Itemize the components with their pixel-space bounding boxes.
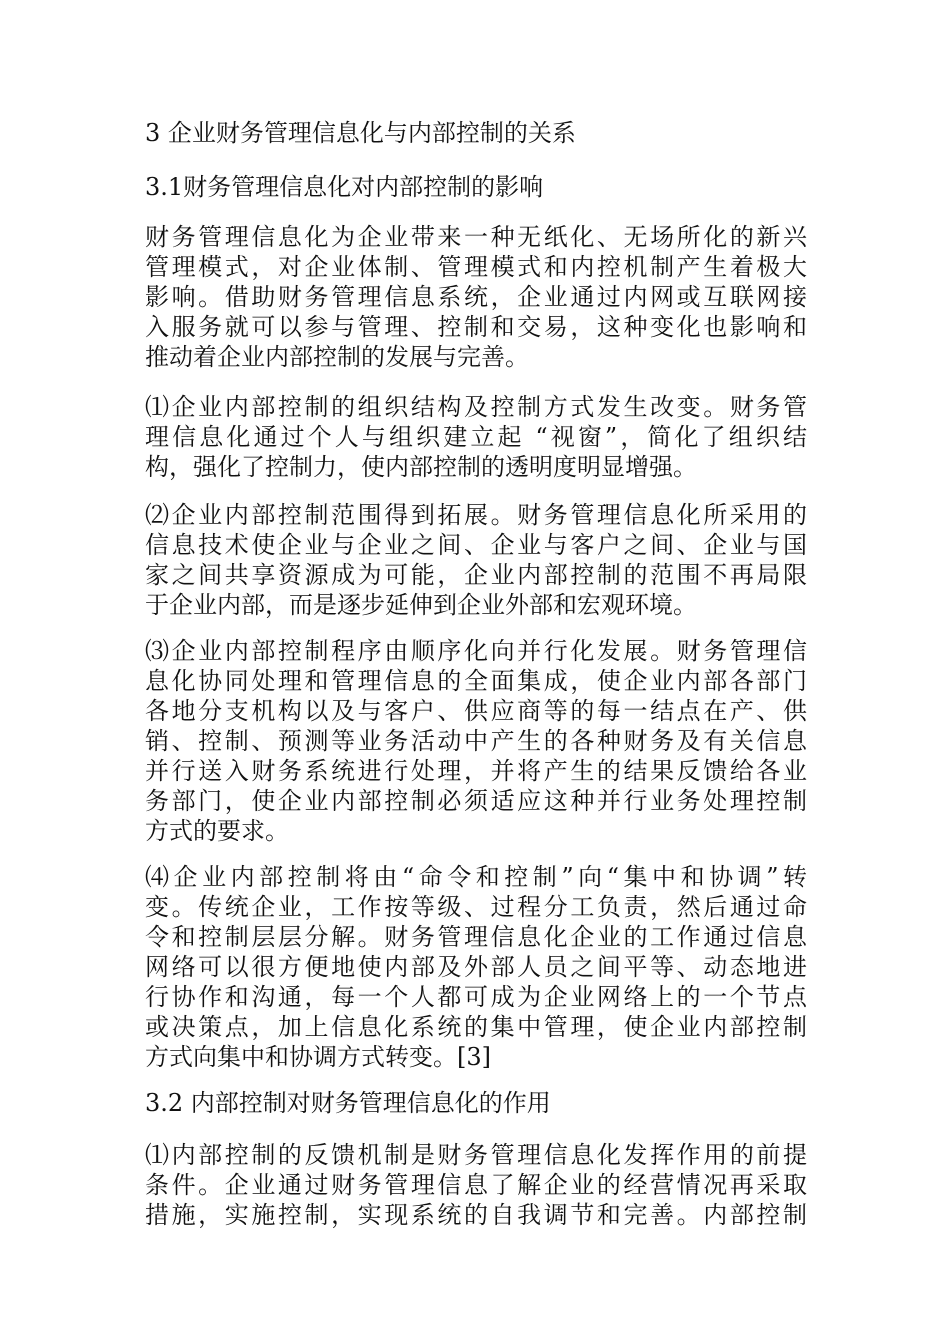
text-line: 息化协同处理和管理信息的全面集成，使企业内部各部门 [145, 667, 807, 695]
text-line: 推动着企业内部控制的发展与完善。 [145, 343, 529, 371]
text-line: 构，强化了控制力，使内部控制的透明度明显增强。 [145, 453, 697, 481]
paragraph-item-2 [145, 500, 807, 620]
text-line: 影响。借助财务管理信息系统，企业通过内网或互联网接 [145, 283, 807, 311]
text-line: 入服务就可以参与管理、控制和交易，这种变化也影响和 [145, 313, 807, 341]
section-heading-3-2: 3.2 内部控制对财务管理信息化的作用 [145, 1089, 551, 1117]
text-line: 管理模式，对企业体制、管理模式和内控机制产生着极大 [145, 253, 807, 281]
text-line: ⑴企业内部控制的组织结构及控制方式发生改变。财务管 [145, 393, 807, 421]
text-line: ⑴内部控制的反馈机制是财务管理信息化发挥作用的前提 [145, 1141, 807, 1169]
text-line: ⑵企业内部控制范围得到拓展。财务管理信息化所采用的 [145, 501, 807, 529]
text-line: 理信息化通过个人与组织建立起 “视窗”，简化了组织结 [145, 423, 807, 451]
section-heading-3: 3 企业财务管理信息化与内部控制的关系 [145, 119, 576, 147]
text-line: 变。传统企业，工作按等级、过程分工负责，然后通过命 [145, 893, 807, 921]
text-line: ⑶企业内部控制程序由顺序化向并行化发展。财务管理信 [145, 637, 807, 665]
text-line: ⑷企业内部控制将由“命令和控制”向“集中和协调”转 [145, 863, 807, 891]
text-line: 财务管理信息化为企业带来一种无纸化、无场所化的新兴 [145, 223, 807, 251]
paragraph-intro [145, 222, 807, 372]
text-line: 于企业内部，而是逐步延伸到企业外部和宏观环境。 [145, 591, 697, 619]
text-line: 方式向集中和协调方式转变。[3] [145, 1043, 491, 1071]
paragraph-item-1 [145, 392, 807, 482]
text-line: 各地分支机构以及与客户、供应商等的每一结点在产、供 [145, 697, 807, 725]
text-line: 或决策点，加上信息化系统的集中管理，使企业内部控制 [145, 1013, 807, 1041]
text-line: 网络可以很方便地使内部及外部人员之间平等、动态地进 [145, 953, 807, 981]
paragraph-3-2-item-1 [145, 1140, 807, 1230]
text-line: 行协作和沟通，每一个人都可成为企业网络上的一个节点 [145, 983, 807, 1011]
text-line: 信息技术使企业与企业之间、企业与客户之间、企业与国 [145, 531, 807, 559]
text-line: 务部门，使企业内部控制必须适应这种并行业务处理控制 [145, 787, 807, 815]
paragraph-item-4 [145, 862, 807, 1072]
section-heading-3-1: 3.1财务管理信息化对内部控制的影响 [145, 173, 544, 201]
text-line: 措施，实施控制，实现系统的自我调节和完善。内部控制 [145, 1201, 807, 1229]
text-line: 家之间共享资源成为可能，企业内部控制的范围不再局限 [145, 561, 807, 589]
paragraph-item-3 [145, 636, 807, 846]
text-line: 方式的要求。 [145, 817, 289, 845]
text-line: 条件。企业通过财务管理信息了解企业的经营情况再采取 [145, 1171, 807, 1199]
text-line: 销、控制、预测等业务活动中产生的各种财务及有关信息 [145, 727, 807, 755]
text-line: 并行送入财务系统进行处理，并将产生的结果反馈给各业 [145, 757, 807, 785]
text-line: 令和控制层层分解。财务管理信息化企业的工作通过信息 [145, 923, 807, 951]
